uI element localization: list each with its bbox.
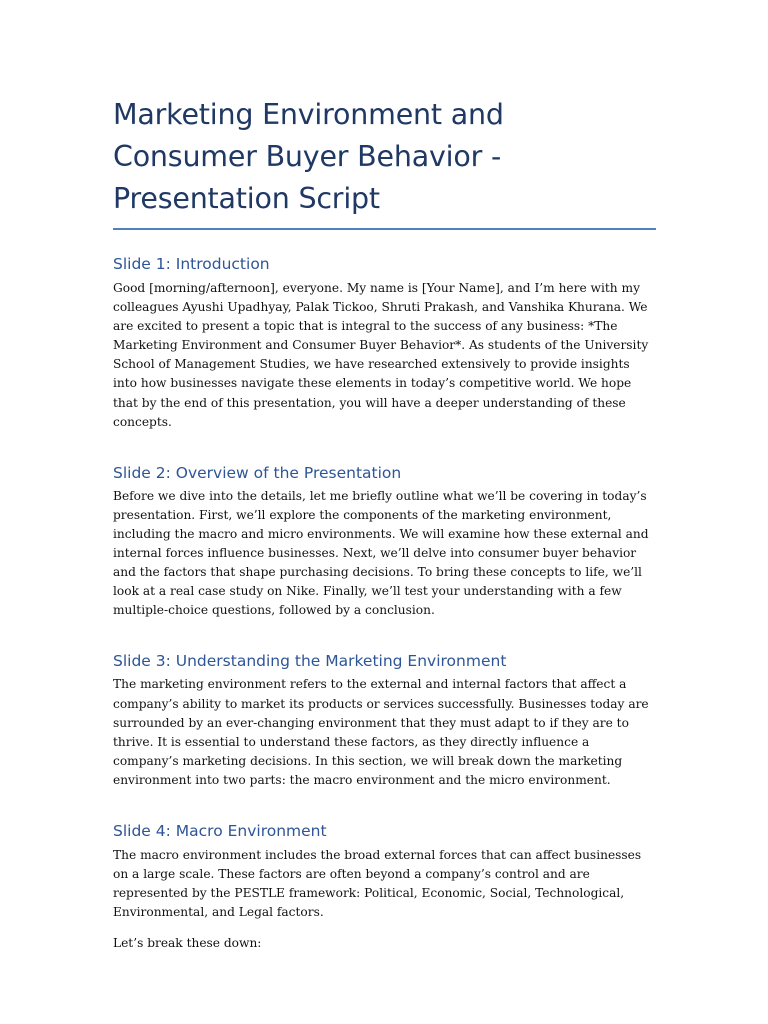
- section-paragraph: The macro environment includes the broad external forces that can affect businesses on a large scale. These factors are often beyond a company’s control and are represented by the PESTLE framework: Political, Economic, Social, Technological, Environmental, and Legal factors.: [113, 847, 642, 920]
- section-slide-4: [113, 821, 656, 953]
- section-heading: Slide 3: Understanding the Marketing Environment: [113, 652, 507, 671]
- section-paragraph: Let’s break these down:: [113, 936, 262, 951]
- document-title: Marketing Environment and Consumer Buyer Behavior - Presentation Script: [113, 94, 656, 230]
- document-body: [113, 94, 656, 953]
- section-heading: Slide 1: Introduction: [113, 255, 270, 273]
- section-paragraph: The marketing environment refers to the external and internal factors that affect a company’s ability to market its products or services successfully. Businesses today are surrounded by an ever-changing environment that they must adapt to if they are to thrive. It is essential to understand these factors, as they directly influence a company’s marketing decisions. In this section, we will break down the marketing environment into two parts: the macro environment and the micro environment.: [113, 677, 649, 787]
- section-slide-3: [113, 651, 656, 790]
- section-paragraph: Before we dive into the details, let me briefly outline what we’ll be covering in today’s presentation. First, we’ll explore the components of the marketing environment, including the macro and micro environments. We will examine how these external and internal forces influence businesses. Next, we’ll delve into consumer buyer behavior and the factors that shape purchasing decisions. To bring these concepts to life, we’ll look at a real case study on Nike. Finally, we’ll test your understanding with a few multiple-choice questions, followed by a conclusion.: [113, 488, 649, 618]
- section-slide-1: [113, 254, 656, 432]
- section-heading: Slide 4: Macro Environment: [113, 821, 327, 840]
- section-heading: Slide 2: Overview of the Presentation: [113, 463, 402, 482]
- section-paragraph: Good [morning/afternoon], everyone. My name is [Your Name], and I’m here with my colleagues Ayushi Upadhyay, Palak Tickoo, Shruti Prakash, and Vanshika Khurana. We are excited to present a topic that is integral to the success of any business: *The Marketing Environment and Consumer Buyer Behavior*. As students of the University School of Management Studies, we have researched extensively to provide insights into how businesses navigate these elements in today’s competitive world. We hope that by the end of this presentation, you will have a deeper understanding of these concepts.: [113, 281, 649, 429]
- section-slide-2: [113, 463, 656, 621]
